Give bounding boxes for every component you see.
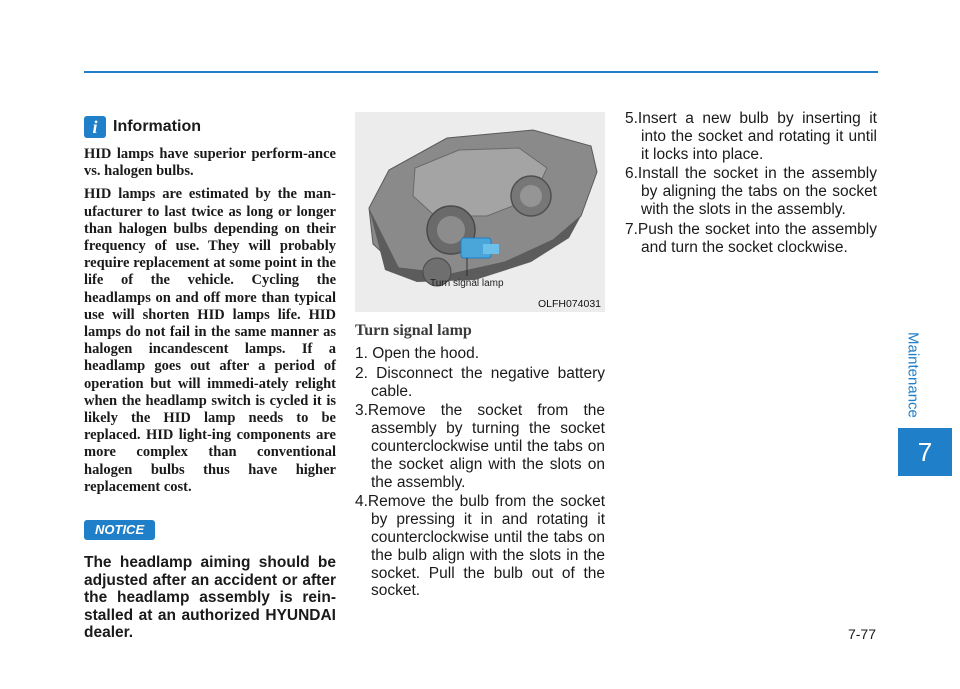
figure-code: OLFH074031 bbox=[537, 298, 601, 310]
step-item: 6.Install the socket in the assembly by aligning the tabs on the socket with the slots in the assembly. bbox=[625, 165, 877, 218]
page-number: 7-77 bbox=[847, 626, 876, 642]
step-item: 7.Push the socket into the assembly and turn the socket clockwise. bbox=[625, 220, 877, 256]
notice-text: The headlamp aiming should be adjusted after an accident or after the headlamp assembly is rein-stalled at an authorized HYUNDAI dealer. bbox=[84, 554, 336, 642]
information-title: Information bbox=[113, 118, 201, 135]
step-item: 3.Remove the socket from the assembly by turning the socket counterclockwise until the tabs on the socket align with the slots on the assembly. bbox=[355, 402, 605, 491]
information-column bbox=[84, 114, 336, 642]
header-rule bbox=[84, 71, 878, 73]
figure-callout-label: Turn signal lamp bbox=[430, 278, 504, 289]
step-item: 2. Disconnect the negative battery cable. bbox=[355, 364, 605, 400]
notice-badge: NOTICE bbox=[84, 520, 155, 540]
continued-steps-column bbox=[625, 110, 877, 258]
headlamp-figure bbox=[355, 112, 605, 312]
chapter-tab: 7 bbox=[898, 428, 952, 476]
turn-signal-title: Turn signal lamp bbox=[355, 322, 472, 339]
information-header bbox=[84, 114, 336, 140]
information-paragraph: HID lamps are estimated by the man-ufacturer to last twice as long or longer than halogen bulbs depending on their frequency of use. They will probably require replacement at some point in the life of the vehicle. Cycling the headlamps on and off more than typical use will shorten HID lamps life. HID lamps do not fail in the same manner as halogen incandescent lamps. If a headlamp goes out after a period of operation but will immedi-ately relight when the headlamp switch is cycled it is likely the HID lamp needs to be replaced. HID light-ing components are more complex than conventional halogen bulbs thus have higher replacement cost. bbox=[84, 186, 336, 495]
step-item: 4.Remove the bulb from the socket by pressing it in and rotating it counterclockwise until the tabs on the bulb align with the slots in the socket. Pull the bulb out of the socket. bbox=[355, 493, 605, 600]
info-icon: i bbox=[84, 116, 106, 138]
step-item: 5.Insert a new bulb by inserting it into the socket and rotating it until it locks into place. bbox=[625, 110, 877, 163]
section-label: Maintenance bbox=[904, 332, 922, 418]
information-paragraph: HID lamps have superior perform-ance vs. halogen bulbs. bbox=[84, 146, 336, 180]
turn-signal-column bbox=[355, 112, 605, 602]
step-item: 1. Open the hood. bbox=[355, 345, 480, 362]
turn-signal-steps bbox=[355, 345, 605, 600]
